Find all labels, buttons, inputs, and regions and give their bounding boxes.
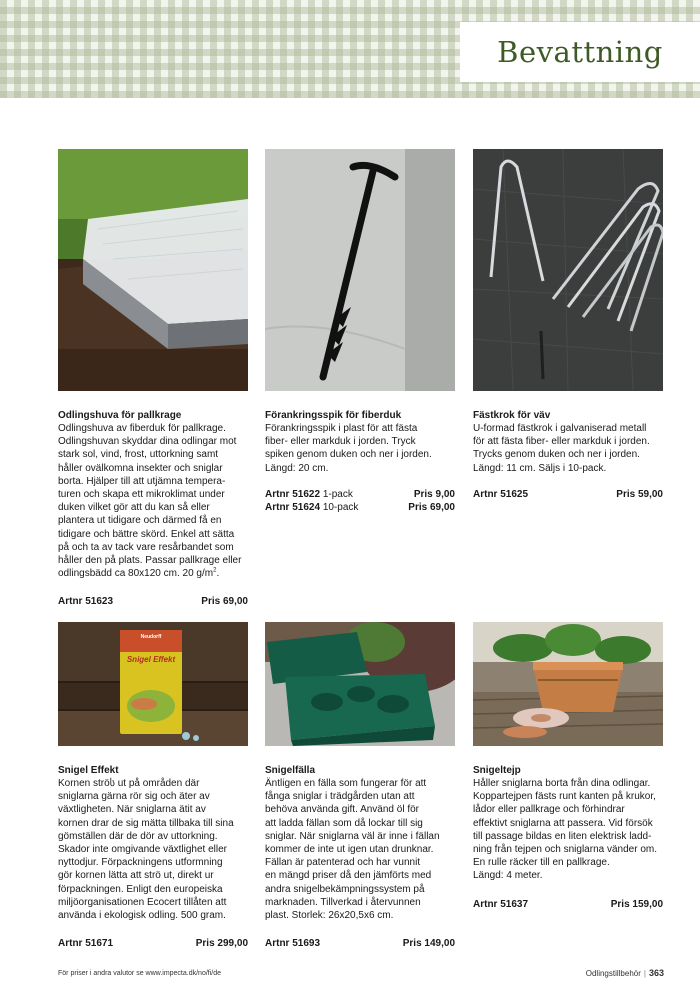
product-description: Håller sniglarna borta från dina odlingar. Koppartejpen fästs runt kanten på krukor, lådor eller pallkrage och förhindrar effektivt sniglarna att passera. Vid försök till passage bildas en liten elektrisk ladd- ning från tejpen och sniglarna vänder om. En rulle räcker till en pallkrage. Längd: 4 meter.: [473, 778, 658, 882]
price-row: [265, 488, 455, 501]
photo-forankringsspik: [265, 149, 455, 391]
product-fastkrok: [473, 149, 663, 500]
price-block: [265, 937, 455, 950]
footer-separator: |: [643, 969, 646, 978]
page-number: 363: [648, 968, 664, 978]
product-title: Odlingshuva för pallkrage: [58, 410, 182, 421]
product-odlingshuva: [58, 149, 248, 607]
price: Pris 9,00: [413, 489, 455, 500]
price: Pris 159,00: [610, 899, 663, 910]
product-title: Fästkrok för väv: [473, 410, 551, 421]
price-block: [58, 595, 248, 608]
footer-page-info: [586, 968, 664, 978]
product-description: Odlingshuva av fiberduk för pallkrage. Odlingshuvan skyddar dina odlingar mot stark sol, vind, frost, uttorkning samt håller ovälkomna insekter och sniglar borta. Hjälper till att utjämna tempera- turen och skapa ett mikroklimat under duken vilket gör att du kan så eller plantera ut tidigare och därmed få en tidigare och bättre skörd. Enkel att sätta på och ta av tack vare resårbandet som håller den på plats. Passar pallkrage eller odlingsbädd ca 80x120 cm. 20 $g/m^2$.: [58, 423, 242, 580]
variant: 1-pack: [322, 489, 353, 500]
product-description: Förankringsspik i plast för att fästa fiber- eller markduk i jorden. Tryck spiken genom duken och ner i jorden. Längd: 20 cm.: [265, 423, 432, 474]
photo-snigel-effekt: [58, 622, 248, 746]
footer-currency-note: För priser i andra valutor se www.impecta.dk/no/fi/de: [58, 970, 222, 977]
photo-snigelfalla: [265, 622, 455, 746]
price: Pris 59,00: [616, 489, 663, 500]
product-title: Snigel Effekt: [58, 765, 119, 776]
price-row: [473, 898, 663, 911]
package-label: Snigel Effekt: [126, 655, 176, 664]
product-title: Snigeltejp: [473, 765, 521, 776]
article-number: Artnr 51624: [265, 502, 321, 513]
article-number: Artnr 51623: [58, 596, 114, 607]
price-block: [473, 488, 663, 501]
article-number: Artnr 51622: [265, 489, 321, 500]
price: Pris 149,00: [402, 938, 455, 949]
price-row: [473, 488, 663, 501]
price-row: [265, 937, 455, 950]
product-snigelfalla: [265, 622, 455, 949]
variant: 10-pack: [322, 502, 359, 513]
article-number: Artnr 51637: [473, 899, 529, 910]
price-row: [58, 937, 248, 950]
section-title-plate: [460, 22, 700, 82]
photo-snigeltejp: [473, 622, 663, 746]
price-row: [58, 595, 248, 608]
product-title: Snigelfälla: [265, 765, 316, 776]
article-number: Artnr 51671: [58, 938, 114, 949]
price: Pris 299,00: [195, 938, 248, 949]
price: Pris 69,00: [201, 596, 248, 607]
price-block: [473, 898, 663, 911]
product-snigel-effekt: [58, 622, 248, 949]
product-snigeltejp: [473, 622, 663, 910]
product-title: Förankringsspik för fiberduk: [265, 410, 402, 421]
package-brand: Neudorff: [140, 634, 162, 640]
price-block: [265, 488, 455, 514]
footer-section-label: Odlingstillbehör: [585, 969, 641, 978]
article-number: Artnr 51625: [473, 489, 529, 500]
product-description: Äntligen en fälla som fungerar för att fånga sniglar i trädgården utan att behöva använda gift. Använd öl för att ladda fällan som då lockar till sig sniglar. När sniglarna väl är inne i fällan kommer de inte ut igen utan drunknar. Fällan är patenterad och har vunnit en mängd priser då den jämförts med andra snigelbekämpningssystem på marknaden. Tillverkad i återvunnen plast. Storlek: 26x20,5x6 cm.: [265, 778, 440, 922]
photo-fastkrok: [473, 149, 663, 391]
section-title: Bevattning: [497, 35, 663, 69]
product-description: Kornen ströს ut på områden där sniglarna gärna rör sig och äter av växtligheten. När sniglarna ätit av kornen drar de sig mätta tillbaka till sina gömställen där de dör av uttorkning. Skador inte omgivande växtlighet eller nyttodjur. Förpackningens utformning gör kornen lätta att strö ut, direkt ur förpackningen. Enligt den europeiska miljöorganisationen Ecocert tillåten att använda i ekologisk odling. 500 gram.: [58, 778, 234, 922]
price: Pris 69,00: [408, 502, 455, 513]
article-number: Artnr 51693: [265, 938, 321, 949]
product-forankringsspik: [265, 149, 455, 513]
product-description: U-formad fästkrok i galvaniserad metall för att fästa fiber- eller markduk i jorden. Trycks genom duken och ner i jorden. Längd: 11 cm. Säljs i 10-pack.: [473, 423, 650, 474]
price-block: [58, 937, 248, 950]
photo-odlingshuva: [58, 149, 248, 391]
price-row: [265, 501, 455, 514]
